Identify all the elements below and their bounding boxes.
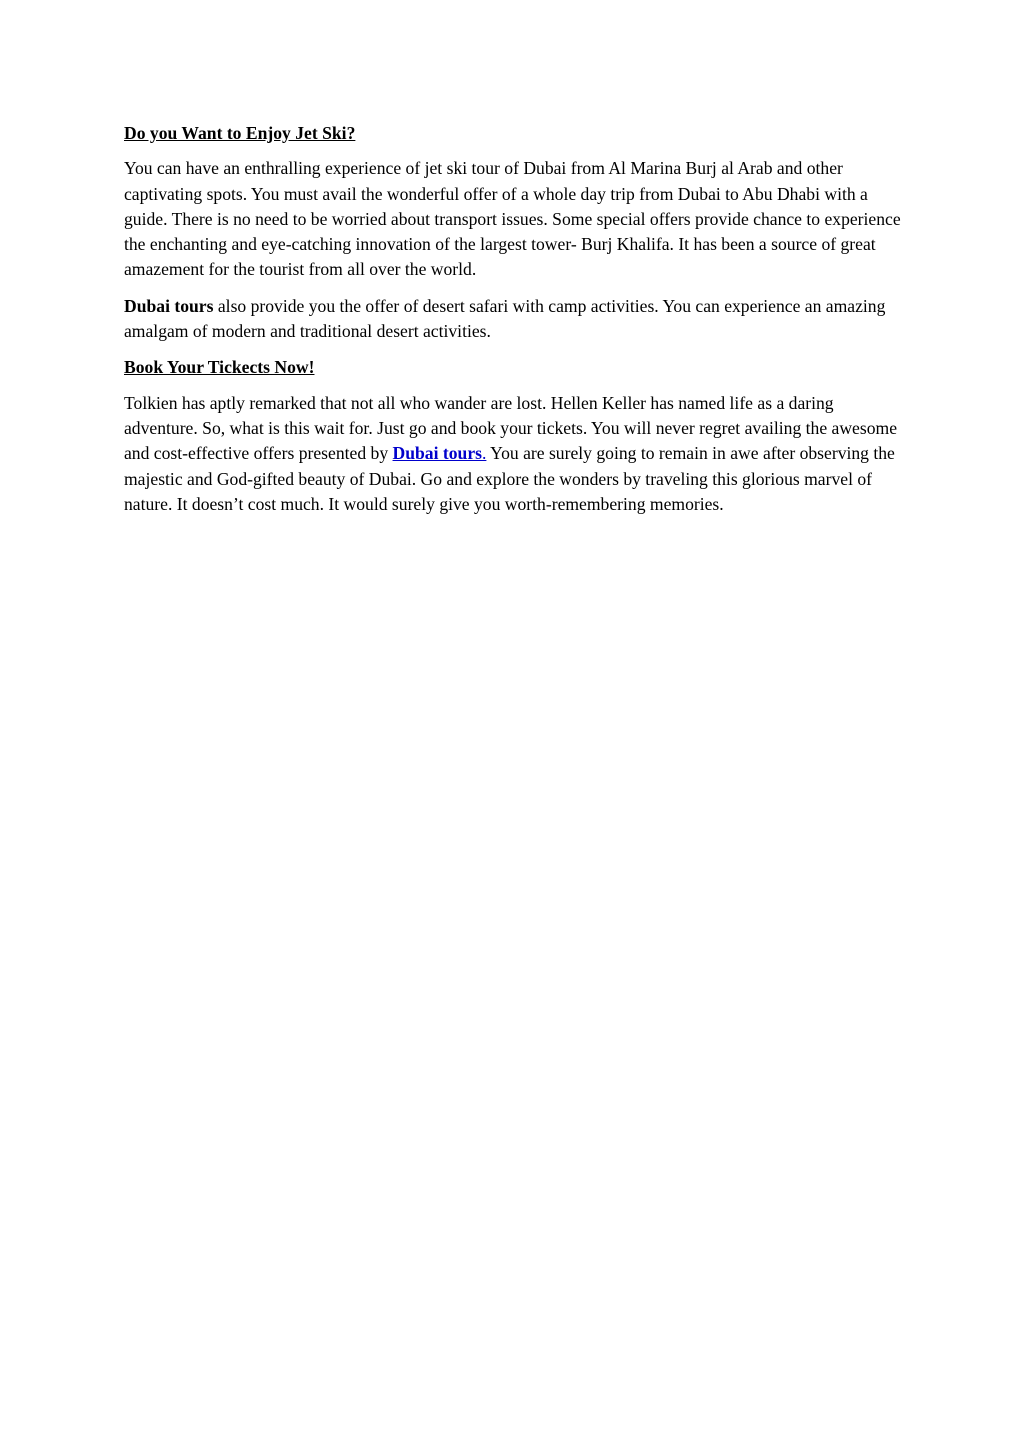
section-heading-book-tickets: Book Your Tickects Now! [124,357,315,378]
link-trailing-period: . [482,443,487,464]
book-tickets-text-after-link: You are surely going to remain in awe after observing the majestic and God-gifted beauty of Dubai. Go and explore the wonders by traveling this glorious marvel of nature. It doesn’t cost much. It would surely give you worth-remembering memories. [124,443,895,514]
desert-safari-paragraph [124,294,904,345]
section-heading-jet-ski: Do you Want to Enjoy Jet Ski? [124,123,356,143]
dubai-tours-link[interactable]: Dubai tours [392,443,482,464]
document-body [124,121,904,528]
book-tickets-text-before-link: Tolkien has aptly remarked that not all who wander are lost. Hellen Keller has named life as a daring adventure. So, what is this wait for. Just go and book your tickets. You will never regret availing the awesome and cost-effective offers presented by [124,392,898,464]
jet-ski-paragraph: You can have an enthralling experience of jet ski tour of Dubai from Al Marina Burj al Arab and other captivating spots. You must avail the wonderful offer of a whole day trip from Dubai to Abu Dhabi with a guide. There is no need to be worried about transport issues. Some special offers provide chance to experience the enchanting and eye-catching innovation of the largest tower- Burj Khalifa. It has been a source of great amazement for the tourist from all over the world. [124,158,901,280]
desert-safari-text: also provide you the offer of desert safari with camp activities. You can experience an amazing amalgam of modern and traditional desert activities. [124,295,886,342]
book-tickets-paragraph [124,391,904,517]
dubai-tours-bold-text: Dubai tours [124,295,214,316]
